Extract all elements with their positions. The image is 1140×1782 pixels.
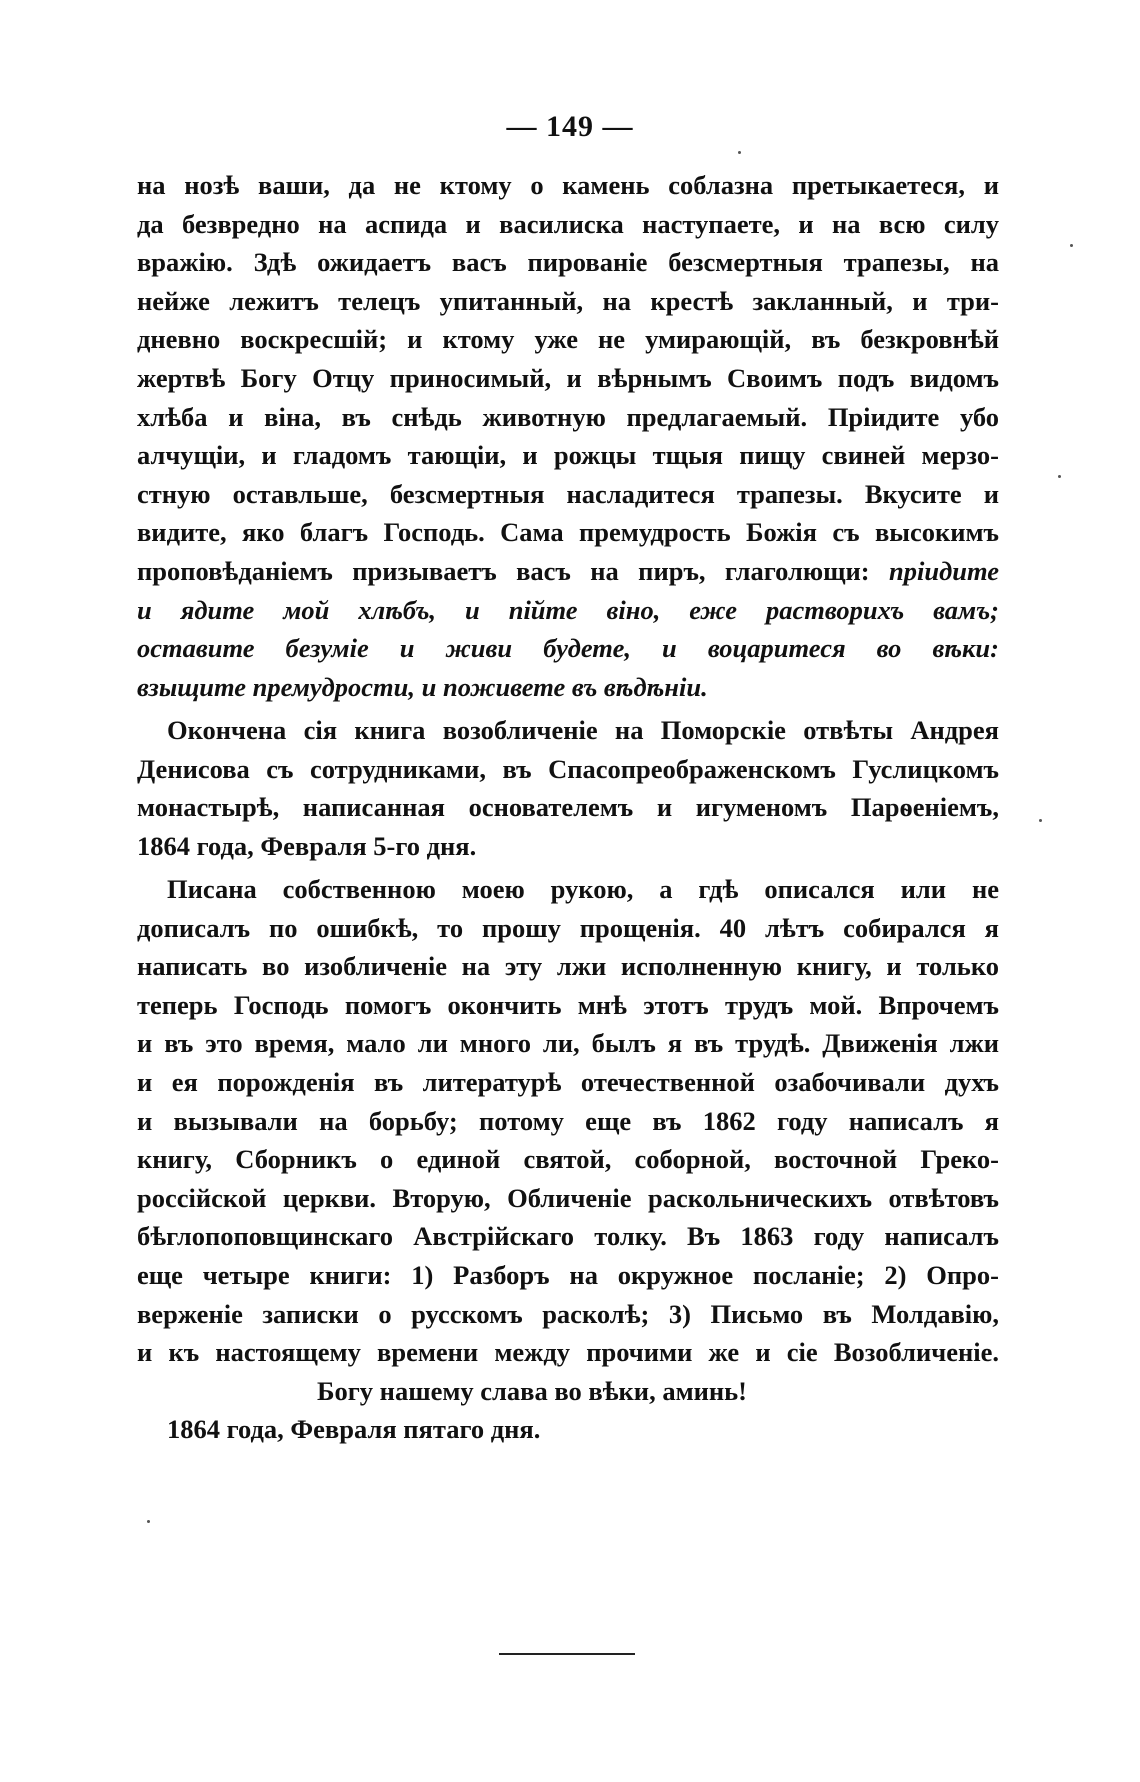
text-fragment: проповѣданiемъ призываетъ васъ на пиръ, глаголющи: (137, 555, 870, 586)
italic-quote-line: оставите безумiе и живи будете, и воцаритеся во вѣки: (137, 633, 999, 664)
text-line: дневно воскресшiй; и ктому уже не умирающiй, въ безкровнѣй (137, 324, 999, 355)
italic-quote-start: прiидите (889, 555, 999, 586)
text-line: еще четыре книги: 1) Разборъ на окружное посланiе; 2) Опро- (137, 1259, 999, 1290)
text-line: верженiе записки о русскомъ расколѣ; 3) Письмо въ Молдавiю, (137, 1298, 999, 1329)
doxology-line: Богу нашему слава во вѣки, аминь! (317, 1375, 748, 1406)
text-line: бѣглопоповщинскаго Австрiйскаго толку. Въ 1863 году написалъ (137, 1221, 999, 1252)
text-line: и вызывали на борьбу; потому еще въ 1862 году написалъ я (137, 1105, 999, 1136)
text-line: Окончена сiя книга возобличенiе на Поморскiе отвѣты Андрея (167, 715, 999, 745)
text-line: и ея порожденiя въ литературѣ отечественной озабочивали духъ (137, 1066, 999, 1097)
text-line: стную оставльше, безсмертныя насладитеся трапезы. Вкусите и (137, 478, 999, 509)
text-line: дописалъ по ошибкѣ, то прошу прощенiя. 40 лѣтъ собирался я (137, 912, 999, 943)
text-line: теперь Господь помогъ окончить мнѣ этотъ трудъ мой. Впрочемъ (137, 989, 999, 1020)
text-line: и къ настоящему времени между прочими же и сiе Возобличенiе. (137, 1337, 999, 1368)
text-line: алчущiи, и гладомъ тающiи, и рожцы тщыя пищу свиней мерзо- (137, 440, 999, 471)
print-speck (1070, 244, 1073, 247)
text-line: Денисова съ сотрудниками, въ Спасопреображенскомъ Гуслицкомъ (137, 753, 999, 784)
print-speck (1039, 819, 1042, 822)
print-speck (147, 1520, 150, 1523)
author-note-paragraph (137, 870, 999, 1449)
paragraph-continuation (137, 166, 999, 706)
text-line: и въ это время, мало ли много ли, былъ я въ трудѣ. Движенiя лжи (137, 1028, 999, 1059)
page-number: — 149 — (506, 110, 634, 143)
italic-quote-line: взыщите премудрости, и поживете въ вѣдѣнiи. (137, 671, 708, 702)
closing-date-line: 1864 года, Февраля пятаго дня. (167, 1414, 541, 1445)
text-line: да безвредно на аспида и василиска наступаете, и на всю силу (137, 208, 999, 239)
text-line: написать во изобличенiе на эту лжи исполненную книгу, и только (137, 951, 999, 982)
text-line: нейже лежитъ телецъ упитанный, на крестѣ закланный, и три- (137, 285, 999, 316)
text-line: 1864 года, Февраля 5-го дня. (137, 830, 477, 861)
print-speck (738, 151, 741, 154)
italic-quote-line: и ядите мой хлѣбъ, и пiйте вiно, еже растворихъ вамъ; (137, 594, 999, 625)
print-speck (1058, 475, 1061, 478)
text-line: книгу, Сборникъ о единой святой, соборной, восточной Греко- (137, 1144, 999, 1175)
text-line: видите, яко благъ Господь. Сама премудрость Божiя съ высокимъ (137, 517, 999, 548)
text-line: хлѣба и вiна, въ снѣдь животную предлагаемый. Прiидите убо (137, 401, 999, 432)
text-line: вражiю. Здѣ ожидаетъ васъ пированiе безсмертныя трапезы, на (137, 247, 999, 278)
text-line: на нозѣ ваши, да не ктому о камень соблазна претыкаетеся, и (137, 170, 999, 200)
text-line: монастырѣ, написанная основателемъ и игуменомъ Парѳенiемъ, (137, 792, 999, 823)
text-line: жертвѣ Богу Отцу приносимый, и вѣрнымъ Своимъ подъ видомъ (137, 362, 999, 393)
text-line: Писана собственною моею рукою, а гдѣ описался или не (167, 874, 999, 904)
end-rule (499, 1653, 635, 1655)
text-line: россiйской церкви. Вторую, Обличенiе раскольническихъ отвѣтовъ (137, 1182, 999, 1213)
text-line-mixed (137, 552, 999, 591)
colophon-paragraph (137, 711, 999, 865)
